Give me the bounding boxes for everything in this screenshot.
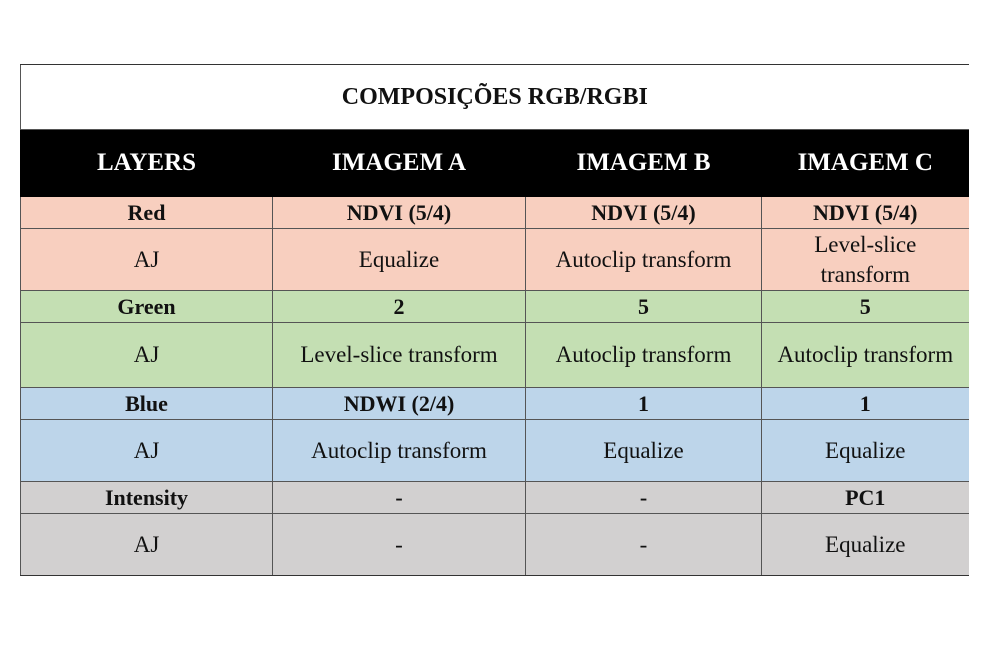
imagem-a-cell: Autoclip transform — [273, 420, 526, 482]
column-header-imagem-b: IMAGEM B — [526, 130, 762, 197]
table-row-intensity-aj — [21, 514, 969, 576]
rgb-composition-table — [20, 64, 969, 576]
table-row-blue-aj — [21, 420, 969, 482]
table-header-row — [21, 130, 969, 197]
imagem-a-cell: NDWI (2/4) — [273, 388, 526, 420]
imagem-c-cell: Autoclip transform — [762, 323, 969, 388]
column-header-imagem-c: IMAGEM C — [762, 130, 969, 197]
layer-cell: AJ — [21, 323, 273, 388]
layer-cell: Intensity — [21, 482, 273, 514]
imagem-c-cell: 1 — [762, 388, 969, 420]
imagem-c-cell: PC1 — [762, 482, 969, 514]
imagem-b-cell: Equalize — [526, 420, 762, 482]
imagem-c-cell: Equalize — [762, 420, 969, 482]
imagem-a-cell: NDVI (5/4) — [273, 197, 526, 229]
composition-table-frame — [20, 64, 968, 576]
table-row-red-aj — [21, 229, 969, 291]
imagem-a-cell: 2 — [273, 291, 526, 323]
imagem-c-cell: NDVI (5/4) — [762, 197, 969, 229]
imagem-c-cell: Equalize — [762, 514, 969, 576]
layer-cell: Red — [21, 197, 273, 229]
table-row-intensity — [21, 482, 969, 514]
column-header-layers: LAYERS — [21, 130, 273, 197]
imagem-c-cell: 5 — [762, 291, 969, 323]
imagem-b-cell: Autoclip transform — [526, 323, 762, 388]
table-row-blue — [21, 388, 969, 420]
imagem-a-cell: Equalize — [273, 229, 526, 291]
layer-cell: AJ — [21, 229, 273, 291]
imagem-b-cell: NDVI (5/4) — [526, 197, 762, 229]
imagem-b-cell: 5 — [526, 291, 762, 323]
imagem-b-cell: 1 — [526, 388, 762, 420]
table-title-row — [21, 65, 969, 130]
imagem-b-cell: - — [526, 514, 762, 576]
table-title: COMPOSIÇÕES RGB/RGBI — [21, 65, 969, 130]
column-header-imagem-a: IMAGEM A — [273, 130, 526, 197]
layer-cell: Green — [21, 291, 273, 323]
table-row-red — [21, 197, 969, 229]
table-row-green — [21, 291, 969, 323]
layer-cell: AJ — [21, 514, 273, 576]
layer-cell: AJ — [21, 420, 273, 482]
imagem-b-cell: - — [526, 482, 762, 514]
table-row-green-aj — [21, 323, 969, 388]
imagem-b-cell: Autoclip transform — [526, 229, 762, 291]
imagem-c-cell: Level-slice transform — [762, 229, 969, 291]
imagem-a-cell: Level-slice transform — [273, 323, 526, 388]
imagem-a-cell: - — [273, 482, 526, 514]
imagem-a-cell: - — [273, 514, 526, 576]
layer-cell: Blue — [21, 388, 273, 420]
